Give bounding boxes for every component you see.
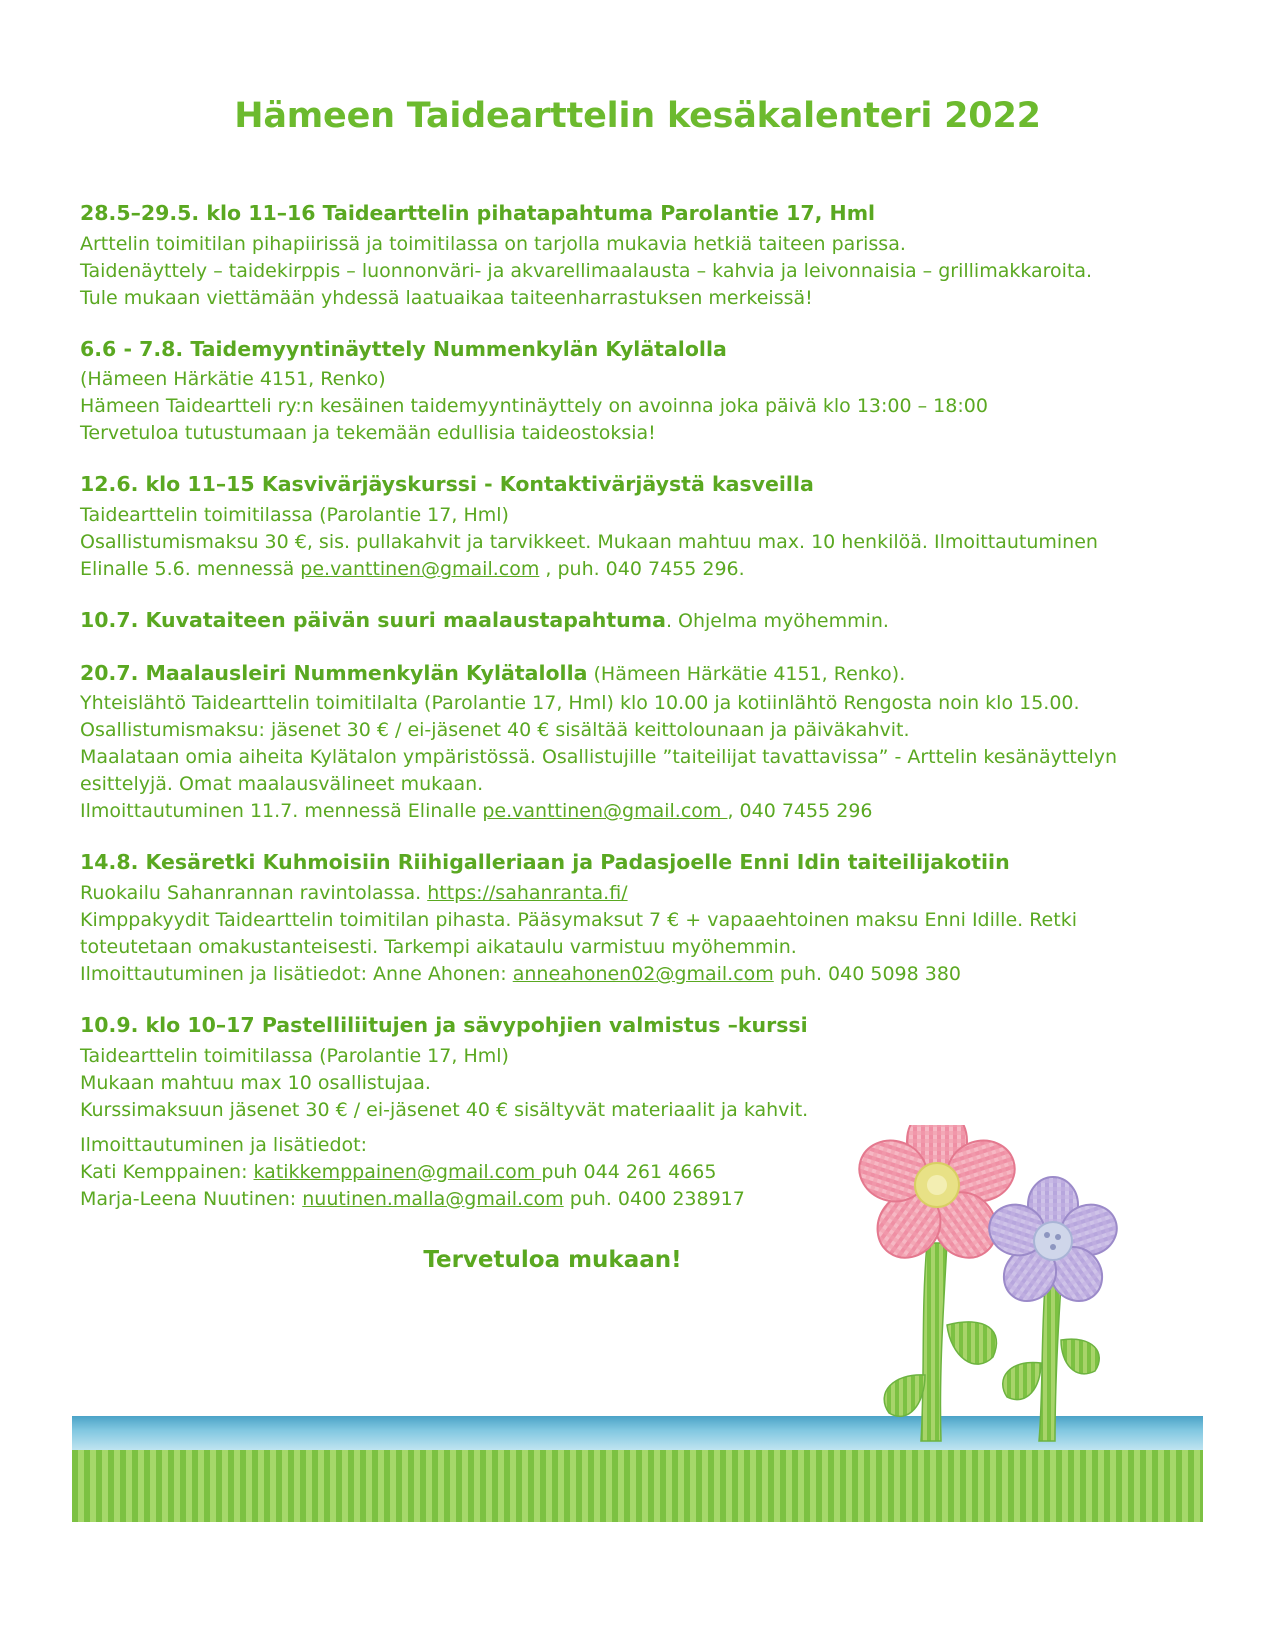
event-line: Yhteislähtö Taidearttelin toimitilalta (Parolantie 17, Hml) klo 10.00 ja kotiinlähtö Rengosta noin klo 15.00. <box>80 692 1080 715</box>
contact-line <box>80 1186 1195 1213</box>
event-heading <box>80 658 1195 689</box>
event-heading: 28.5–29.5. klo 11–16 Taidearttelin pihatapahtuma Parolantie 17, Hml <box>80 201 876 225</box>
event-block <box>80 605 1195 636</box>
line-prefix: Ilmoittautuminen ja lisätiedot: Anne Ahonen: <box>80 962 513 985</box>
email-link[interactable]: nuutinen.malla@gmail.com <box>302 1187 564 1210</box>
event-heading: 12.6. klo 11–15 Kasvivärjäyskurssi - Kontaktivärjäystä kasveilla <box>80 472 814 497</box>
event-heading-text: 20.7. Maalausleiri Nummenkylän Kylätalolla <box>80 660 588 685</box>
event-line: Taidenäyttely – taidekirppis – luonnonväri- ja akvarellimaalausta – kahvia ja leivonnaisia – grillimakkaroita. <box>80 259 1093 282</box>
contact-phone: puh. 0400 238917 <box>563 1187 745 1210</box>
line-suffix: , 040 7455 296 <box>727 800 873 823</box>
event-line-with-email <box>80 798 1195 825</box>
events-list <box>0 198 1275 1273</box>
event-line: Kurssimaksuun jäsenet 30 € / ei-jäsenet 40 € sisältyvät materiaalit ja kahvit. <box>80 1098 809 1121</box>
event-block <box>80 1010 1195 1213</box>
event-line: Osallistumismaksu: jäsenet 30 € / ei-jäsenet 40 € sisältää keittolounaan ja päiväkahvit. <box>80 719 910 742</box>
event-line: Tervetuloa tutustumaan ja tekemään edullisia taideostoksia! <box>80 422 656 445</box>
event-line: Taidearttelin toimitilassa (Parolantie 17, Hml) <box>80 1044 509 1067</box>
email-link[interactable]: pe.vanttinen@gmail.com <box>482 800 728 823</box>
line-suffix: puh. 040 5098 380 <box>773 962 962 985</box>
event-line: Maalataan omia aiheita Kylätalon ympäristössä. Osallistujille ”taiteilijat tavattavissa” - Arttelin kesänäyttelyn <box>80 746 1118 769</box>
event-block <box>80 658 1195 826</box>
event-block <box>80 469 1195 583</box>
event-line: Taidearttelin toimitilassa (Parolantie 17, Hml) <box>80 504 509 527</box>
email-link[interactable]: anneahonen02@gmail.com <box>512 962 774 985</box>
event-heading <box>80 605 1195 636</box>
event-line-with-url <box>80 880 1195 907</box>
event-line: toteutetaan omakustanteisesti. Tarkempi aikataulu varmistuu myöhemmin. <box>80 936 797 958</box>
event-heading-text: 10.7. Kuvataiteen päivän suuri maalaustapahtuma <box>80 607 666 632</box>
email-link[interactable]: pe.vanttinen@gmail.com <box>300 558 540 580</box>
event-line-with-email <box>80 556 1195 583</box>
event-block <box>80 847 1195 988</box>
event-line: Osallistumismaksu 30 €, sis. pullakahvit ja tarvikkeet. Mukaan mahtuu max. 10 henkilöä. Ilmoittautuminen <box>80 531 1098 554</box>
contact-name: Marja-Leena Nuutinen: <box>80 1187 303 1210</box>
website-link[interactable]: https://sahanranta.fi/ <box>427 882 628 905</box>
event-line: Mukaan mahtuu max 10 osallistujaa. <box>80 1071 431 1094</box>
email-link[interactable]: katikkemppainen@gmail.com <box>253 1160 542 1183</box>
signup-label: Ilmoittautuminen ja lisätiedot <box>80 1133 361 1156</box>
event-line: Hämeen Taideartteli ry:n kesäinen taidemyyntinäyttely on avoinna joka päivä klo 13:00 – 18:00 <box>80 395 988 418</box>
spacer <box>80 1124 1195 1132</box>
line-prefix: Elinalle 5.6. mennessä <box>80 558 301 580</box>
event-block <box>80 334 1195 448</box>
line-prefix: Ruokailu Sahanrannan ravintolassa. <box>80 882 428 905</box>
line-suffix: , puh. 040 7455 296. <box>539 558 745 580</box>
event-line-with-email <box>80 961 1195 988</box>
line-prefix: Ilmoittautuminen 11.7. mennessä Elinalle <box>80 800 483 823</box>
event-line: (Hämeen Härkätie 4151, Renko) <box>80 368 386 391</box>
event-block <box>80 198 1195 312</box>
page-title: Hämeen Taidearttelin kesäkalenteri 2022 <box>234 96 1041 136</box>
event-heading-suffix: . Ohjelma myöhemmin. <box>665 609 889 632</box>
event-heading-suffix: (Hämeen Härkätie 4151, Renko). <box>587 662 906 685</box>
closing-greeting: Tervetuloa mukaan! <box>423 1246 682 1273</box>
contact-name: Kati Kemppainen: <box>80 1160 254 1183</box>
green-striped-bar <box>72 1450 1203 1522</box>
event-heading: 14.8. Kesäretki Kuhmoisiin Riihigalleriaan ja Padasjoelle Enni Idin taiteilijakotiin <box>80 850 1010 875</box>
event-line: esittelyjä. Omat maalausvälineet mukaan. <box>80 773 484 796</box>
signup-label-line <box>80 1132 1195 1159</box>
event-heading: 10.9. klo 10–17 Pastelliliitujen ja sävypohjien valmistus –kurssi <box>80 1012 808 1037</box>
event-heading: 6.6 - 7.8. Taidemyyntinäyttely Nummenkylän Kylätalolla <box>80 336 727 361</box>
signup-colon: : <box>360 1133 367 1156</box>
contact-phone: puh 044 261 4665 <box>541 1160 717 1183</box>
event-line: Arttelin toimitilan pihapiirissä ja toimitilassa on tarjolla mukavia hetkiä taiteen parissa. <box>80 232 906 255</box>
event-line: Kimppakyydit Taidearttelin toimitilan pihasta. Pääsymaksut 7 € + vapaaehtoinen maksu Enni Idille. Retki <box>80 909 1077 932</box>
contact-line <box>80 1159 1195 1186</box>
event-line: Tule mukaan viettämään yhdessä laatuaikaa taiteenharrastuksen merkeissä! <box>80 286 813 309</box>
